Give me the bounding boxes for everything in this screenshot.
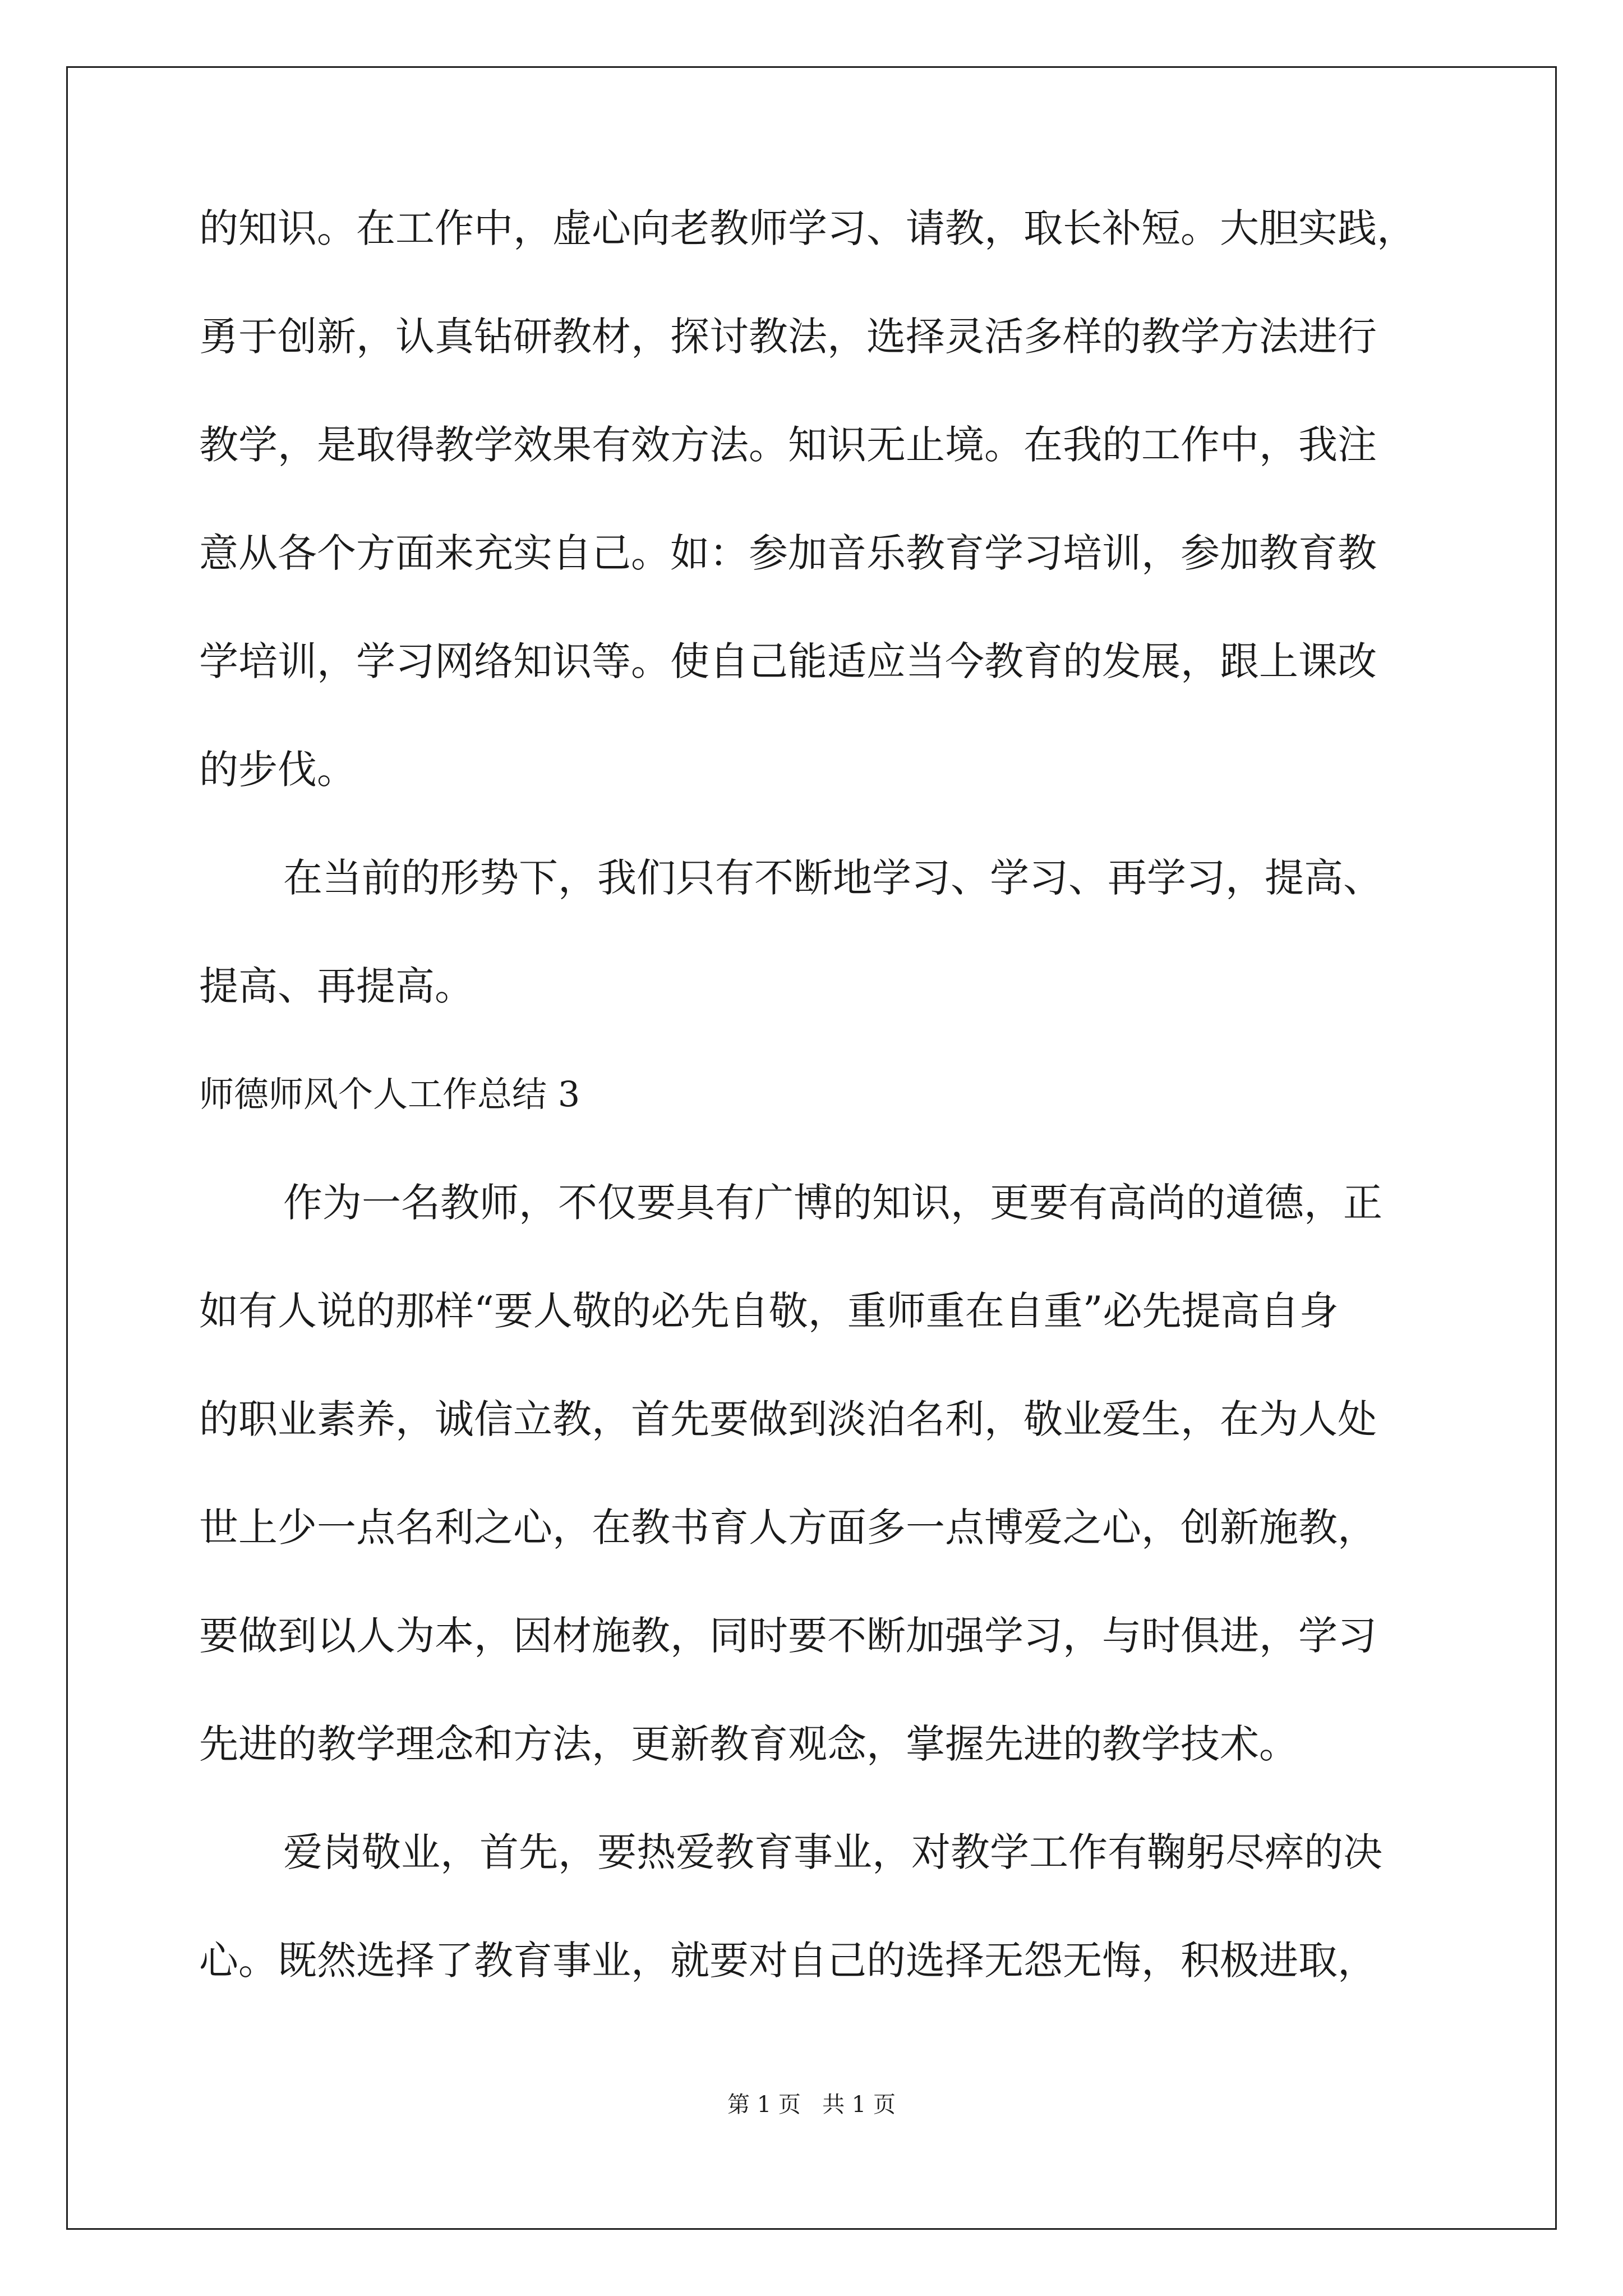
text-line: 要做到以人为本，因材施教，同时要不断加强学习，与时俱进，学习 [199, 1613, 1377, 1659]
text-line: 意从各个方面来充实自己。如：参加音乐教育学习培训，参加教育教 [199, 530, 1377, 576]
text-line: 在当前的形势下，我们只有不断地学习、学习、再学习，提高、 [283, 855, 1382, 901]
text-line: 的职业素养，诚信立教，首先要做到淡泊名利，敬业爱生，在为人处 [199, 1396, 1377, 1442]
text-line: 如有人说的那样“要人敬的必先自敬，重师重在自重”必先提高自身 [199, 1288, 1339, 1334]
text-line: 教学，是取得教学效果有效方法。知识无止境。在我的工作中，我注 [199, 422, 1377, 468]
text-line: 提高、再提高。 [199, 963, 474, 1009]
text-line: 作为一名教师，不仅要具有广博的知识，更要有高尚的道德，正 [283, 1180, 1382, 1226]
text-line: 世上少一点名利之心，在教书育人方面多一点博爱之心，创新施教， [199, 1504, 1377, 1550]
text-line: 勇于创新，认真钻研教材，探讨教法，选择灵活多样的教学方法进行 [199, 314, 1377, 360]
text-line: 爱岗敬业，首先，要热爱教育事业，对教学工作有鞠躬尽瘁的决 [283, 1829, 1382, 1875]
text-line: 先进的教学理念和方法，更新教育观念，掌握先进的教学技术。 [199, 1721, 1298, 1767]
text-line: 的步伐。 [199, 747, 356, 793]
document-body [199, 205, 1444, 2049]
section-heading: 师德师风个人工作总结 3 [199, 1074, 580, 1115]
text-line: 学培训，学习网络知识等。使自己能适应当今教育的发展，跟上课改 [199, 638, 1377, 684]
text-line: 的知识。在工作中，虚心向老教师学习、请教，取长补短。大胆实践， [199, 205, 1416, 251]
text-line: 心。既然选择了教育事业，就要对自己的选择无怨无悔，积极进取， [199, 1938, 1377, 1984]
page-footer: 第 1 页 共 1 页 [727, 2092, 896, 2118]
